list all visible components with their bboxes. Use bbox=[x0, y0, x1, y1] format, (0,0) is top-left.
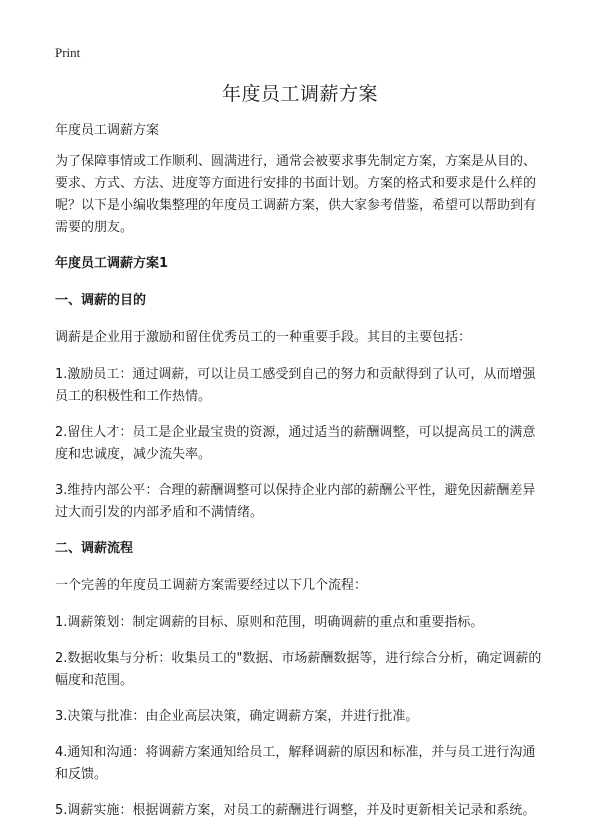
print-link[interactable]: Print bbox=[55, 45, 81, 60]
list-item: 2.留住人才：员工是企业最宝贵的资源，通过适当的薪酬调整，可以提高员工的满意度和忠诚度，减少流失率。 bbox=[55, 425, 536, 462]
list-item: 3.决策与批准：由企业高层决策，确定调薪方案，并进行批准。 bbox=[55, 709, 419, 724]
page-title: 年度员工调薪方案 bbox=[221, 83, 378, 105]
section-heading-process: 二、调薪流程 bbox=[55, 541, 134, 556]
plan-heading: 年度员工调薪方案1 bbox=[55, 256, 169, 271]
list-item: 4.通知和沟通：将调薪方案通知给员工，解释调薪的原因和标准，并与员工进行沟通和反馈。 bbox=[55, 745, 536, 782]
list-item: 1.调薪策划：制定调薪的目标、原则和范围，明确调薪的重点和重要指标。 bbox=[55, 615, 484, 630]
document-body bbox=[55, 120, 546, 836]
list-item: 5.调薪实施：根据调薪方案，对员工的薪酬进行调整，并及时更新相关记录和系统。 bbox=[55, 803, 536, 818]
document-subtitle: 年度员工调薪方案 bbox=[55, 123, 160, 138]
list-item: 2.数据收集与分析：收集员工的"数据、市场薪酬数据等，进行综合分析，确定调薪的幅度和范围。 bbox=[55, 651, 542, 688]
section-intro-purpose: 调薪是企业用于激励和留住优秀员工的一种重要手段。其目的主要包括： bbox=[55, 330, 472, 345]
list-item: 1.激励员工：通过调薪，可以让员工感受到自己的努力和贡献得到了认可，从而增强员工的积极性和工作热情。 bbox=[55, 367, 536, 404]
list-item: 3.维持内部公平：合理的薪酬调整可以保持企业内部的薪酬公平性，避免因薪酬差异过大而引发的内部矛盾和不满情绪。 bbox=[55, 483, 536, 520]
section-intro-process: 一个完善的年度员工调薪方案需要经过以下几个流程： bbox=[55, 578, 368, 593]
section-heading-purpose: 一、调薪的目的 bbox=[55, 293, 147, 308]
intro-paragraph: 为了保障事情或工作顺利、圆满进行，通常会被要求事先制定方案，方案是从目的、要求、方式、方法、进度等方面进行安排的书面计划。方案的格式和要求是什么样的呢？以下是小编收集整理的年度员工调薪方案，供大家参考借鉴，希望可以帮助到有需要的朋友。 bbox=[55, 154, 537, 235]
